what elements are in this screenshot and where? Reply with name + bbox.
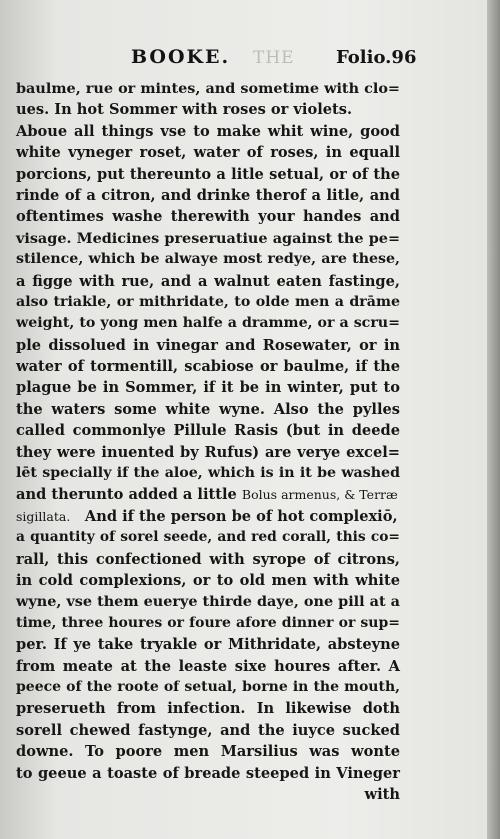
latin-roman-text: Bolus armenus, & Terræ	[241, 487, 398, 503]
text-line: a figge with rue, and a walnut eaten fastinge,	[16, 272, 400, 290]
text-line: also triakle, or mithridate, to olde men a drāme	[16, 293, 400, 310]
text-line: plague be in Sommer, if it be in winter, put to	[16, 379, 400, 397]
folio-number: Folio.96	[336, 47, 417, 68]
text-line: Aboue all things vse to make whit wine, good	[16, 122, 400, 140]
text-line: white vyneger roset, water of roses, in equall	[16, 144, 400, 162]
text-line-fragment: And if the person be of hot complexiō,	[84, 507, 398, 525]
text-line: sorell chewed fastynge, and the iuyce sucked	[16, 721, 400, 739]
text-line: time, three houres or foure afore dinner or sup=	[16, 614, 400, 631]
text-line: called commonlye Pillule Rasis (but in deede	[16, 422, 400, 440]
text-line: porcions, put thereunto a litle setual, or of the	[16, 165, 400, 183]
text-line: in cold complexions, or to old men with white	[16, 571, 400, 589]
text-line: ple dissolued in vinegar and Rosewater, or in	[16, 336, 400, 354]
show-through-text: THE	[253, 48, 295, 68]
text-line: weight, to yong men halfe a dramme, or a scru=	[16, 315, 400, 332]
latin-roman-text: sigillata.	[16, 508, 71, 524]
text-line: a quantity of sorel seede, and red corall, this co=	[16, 529, 400, 546]
body-text	[16, 78, 400, 805]
text-line: peece of the roote of setual, borne in the mouth,	[16, 678, 400, 695]
text-line: to geeue a toaste of breade steeped in Vineger	[16, 764, 400, 782]
text-line-fragment: and therunto added a little	[16, 486, 237, 504]
text-line-mixed	[16, 484, 400, 505]
text-line: rinde of a citron, and drinke therof a litle, and	[16, 186, 400, 204]
text-line: the waters some white wyne. Also the pylles	[16, 400, 400, 418]
text-line: ues. In hot Sommer with roses or violets.	[16, 101, 353, 119]
text-line: baulme, rue or mintes, and sometime with clo=	[16, 80, 400, 97]
running-head-title: BOOKE.	[131, 46, 231, 68]
text-line: visage. Medicines preseruatiue against the pe=	[16, 229, 400, 247]
text-line: they were inuented by Rufus) are verye excel=	[16, 443, 400, 461]
text-line: from meate at the leaste sixe houres after. A	[16, 657, 400, 675]
catchword: with	[364, 785, 400, 803]
text-line: rall, this confectioned with syrope of citrons,	[16, 550, 400, 568]
text-line: water of tormentill, scabiose or baulme, if the	[16, 358, 400, 376]
page-gutter-edge	[487, 0, 500, 839]
text-line: wyne, vse them euerye thirde daye, one pill at a	[16, 593, 400, 611]
text-line: oftentimes washe therewith your handes and	[16, 208, 400, 226]
text-line: preserueth from infection. In likewise doth	[16, 700, 400, 718]
text-line: stilence, which be alwaye most redye, are these,	[16, 251, 400, 268]
text-line: downe. To poore men Marsilius was wonte	[16, 743, 400, 761]
text-line: per. If ye take tryakle or Mithridate, absteyne	[16, 636, 400, 654]
text-line-mixed	[16, 506, 400, 527]
text-line: lēt specially if the aloe, which is in it be washed	[16, 465, 400, 482]
running-head	[0, 46, 487, 72]
